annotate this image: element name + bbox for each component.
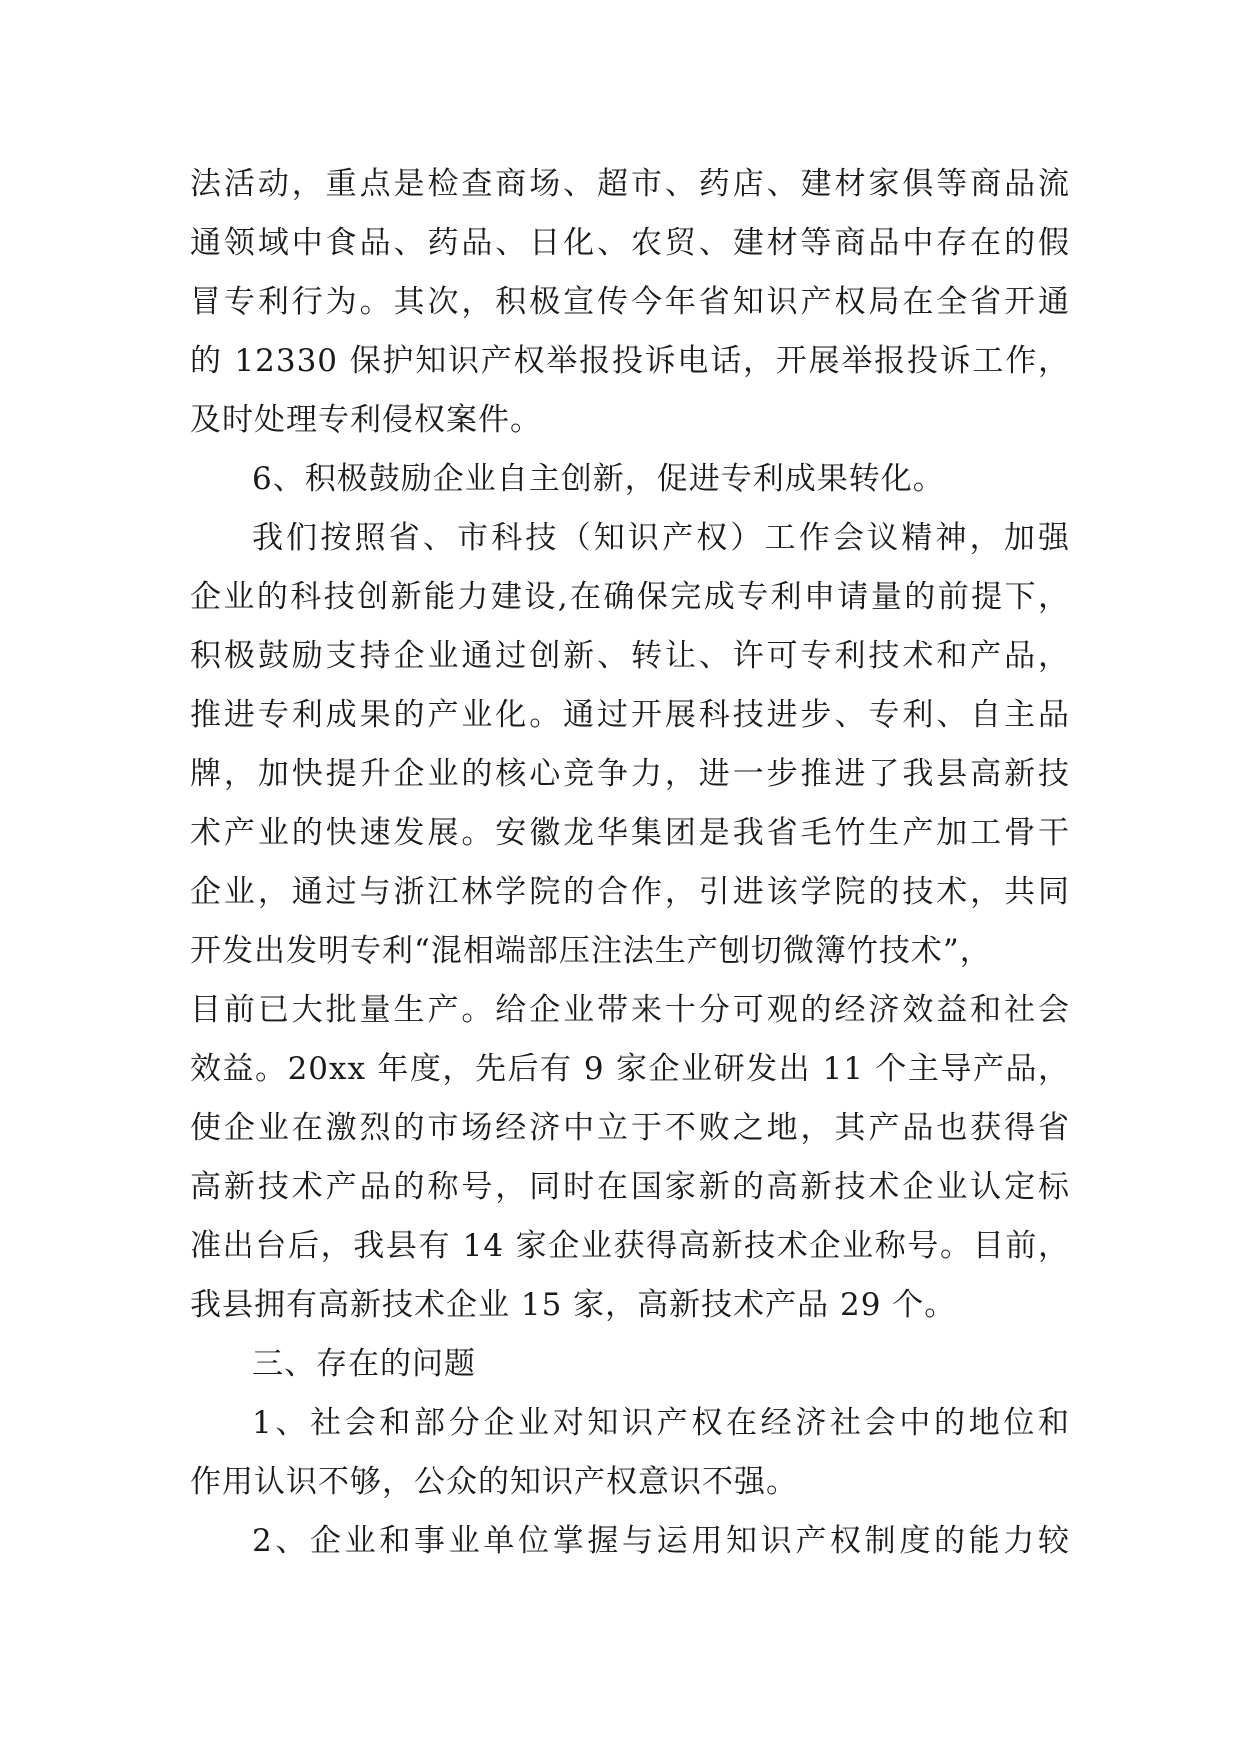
text-line: 及时处理专利侵权案件。 [190,402,542,438]
text-line: 推进专利成果的产业化。通过开展科技进步、专利、自主品 [190,697,1070,733]
text-line: 法活动，重点是检查商场、超市、药店、建材家俱等商品流 [190,166,1070,202]
text-line: 1、社会和部分企业对知识产权在经济社会中的地位和 [252,1405,1070,1441]
document-body [190,155,1070,1571]
text-line: 三、存在的问题 [252,1346,476,1382]
text-line: 作用认识不够，公众的知识产权意识不强。 [190,1464,798,1500]
text-line: 6、积极鼓励企业自主创新，促进专利成果转化。 [252,461,945,497]
text-line: 企业，通过与浙江林学院的合作，引进该学院的技术，共同 [190,874,1070,910]
text-line: 牌，加快提升企业的核心竞争力，进一步推进了我县高新技 [190,756,1070,792]
text-line: 企业的科技创新能力建设,在确保完成专利申请量的前提下， [190,579,1070,615]
text-line: 通领域中食品、药品、日化、农贸、建材等商品中存在的假 [190,225,1070,261]
text-line: 准出台后，我县有 14 家企业获得高新技术企业称号。目前， [190,1228,1070,1264]
text-line: 目前已大批量生产。给企业带来十分可观的经济效益和社会 [190,992,1070,1028]
text-line: 我们按照省、市科技（知识产权）工作会议精神，加强 [252,520,1070,556]
text-line: 使企业在激烈的市场经济中立于不败之地，其产品也获得省 [190,1110,1070,1146]
text-line: 积极鼓励支持企业通过创新、转让、许可专利技术和产品， [190,638,1070,674]
text-line: 的 12330 保护知识产权举报投诉电话，开展举报投诉工作， [190,343,1070,379]
text-line: 效益。20xx 年度，先后有 9 家企业研发出 11 个主导产品， [190,1051,1070,1087]
text-line: 我县拥有高新技术企业 15 家，高新技术产品 29 个。 [190,1287,957,1323]
text-line: 2、企业和事业单位掌握与运用知识产权制度的能力较 [252,1523,1070,1559]
text-line: 冒专利行为。其次，积极宣传今年省知识产权局在全省开通 [190,284,1070,320]
text-line: 开发出发明专利“混相端部压注法生产刨切微簿竹技术”， [190,933,992,969]
text-line: 术产业的快速发展。安徽龙华集团是我省毛竹生产加工骨干 [190,815,1070,851]
text-line: 高新技术产品的称号，同时在国家新的高新技术企业认定标 [190,1169,1070,1205]
